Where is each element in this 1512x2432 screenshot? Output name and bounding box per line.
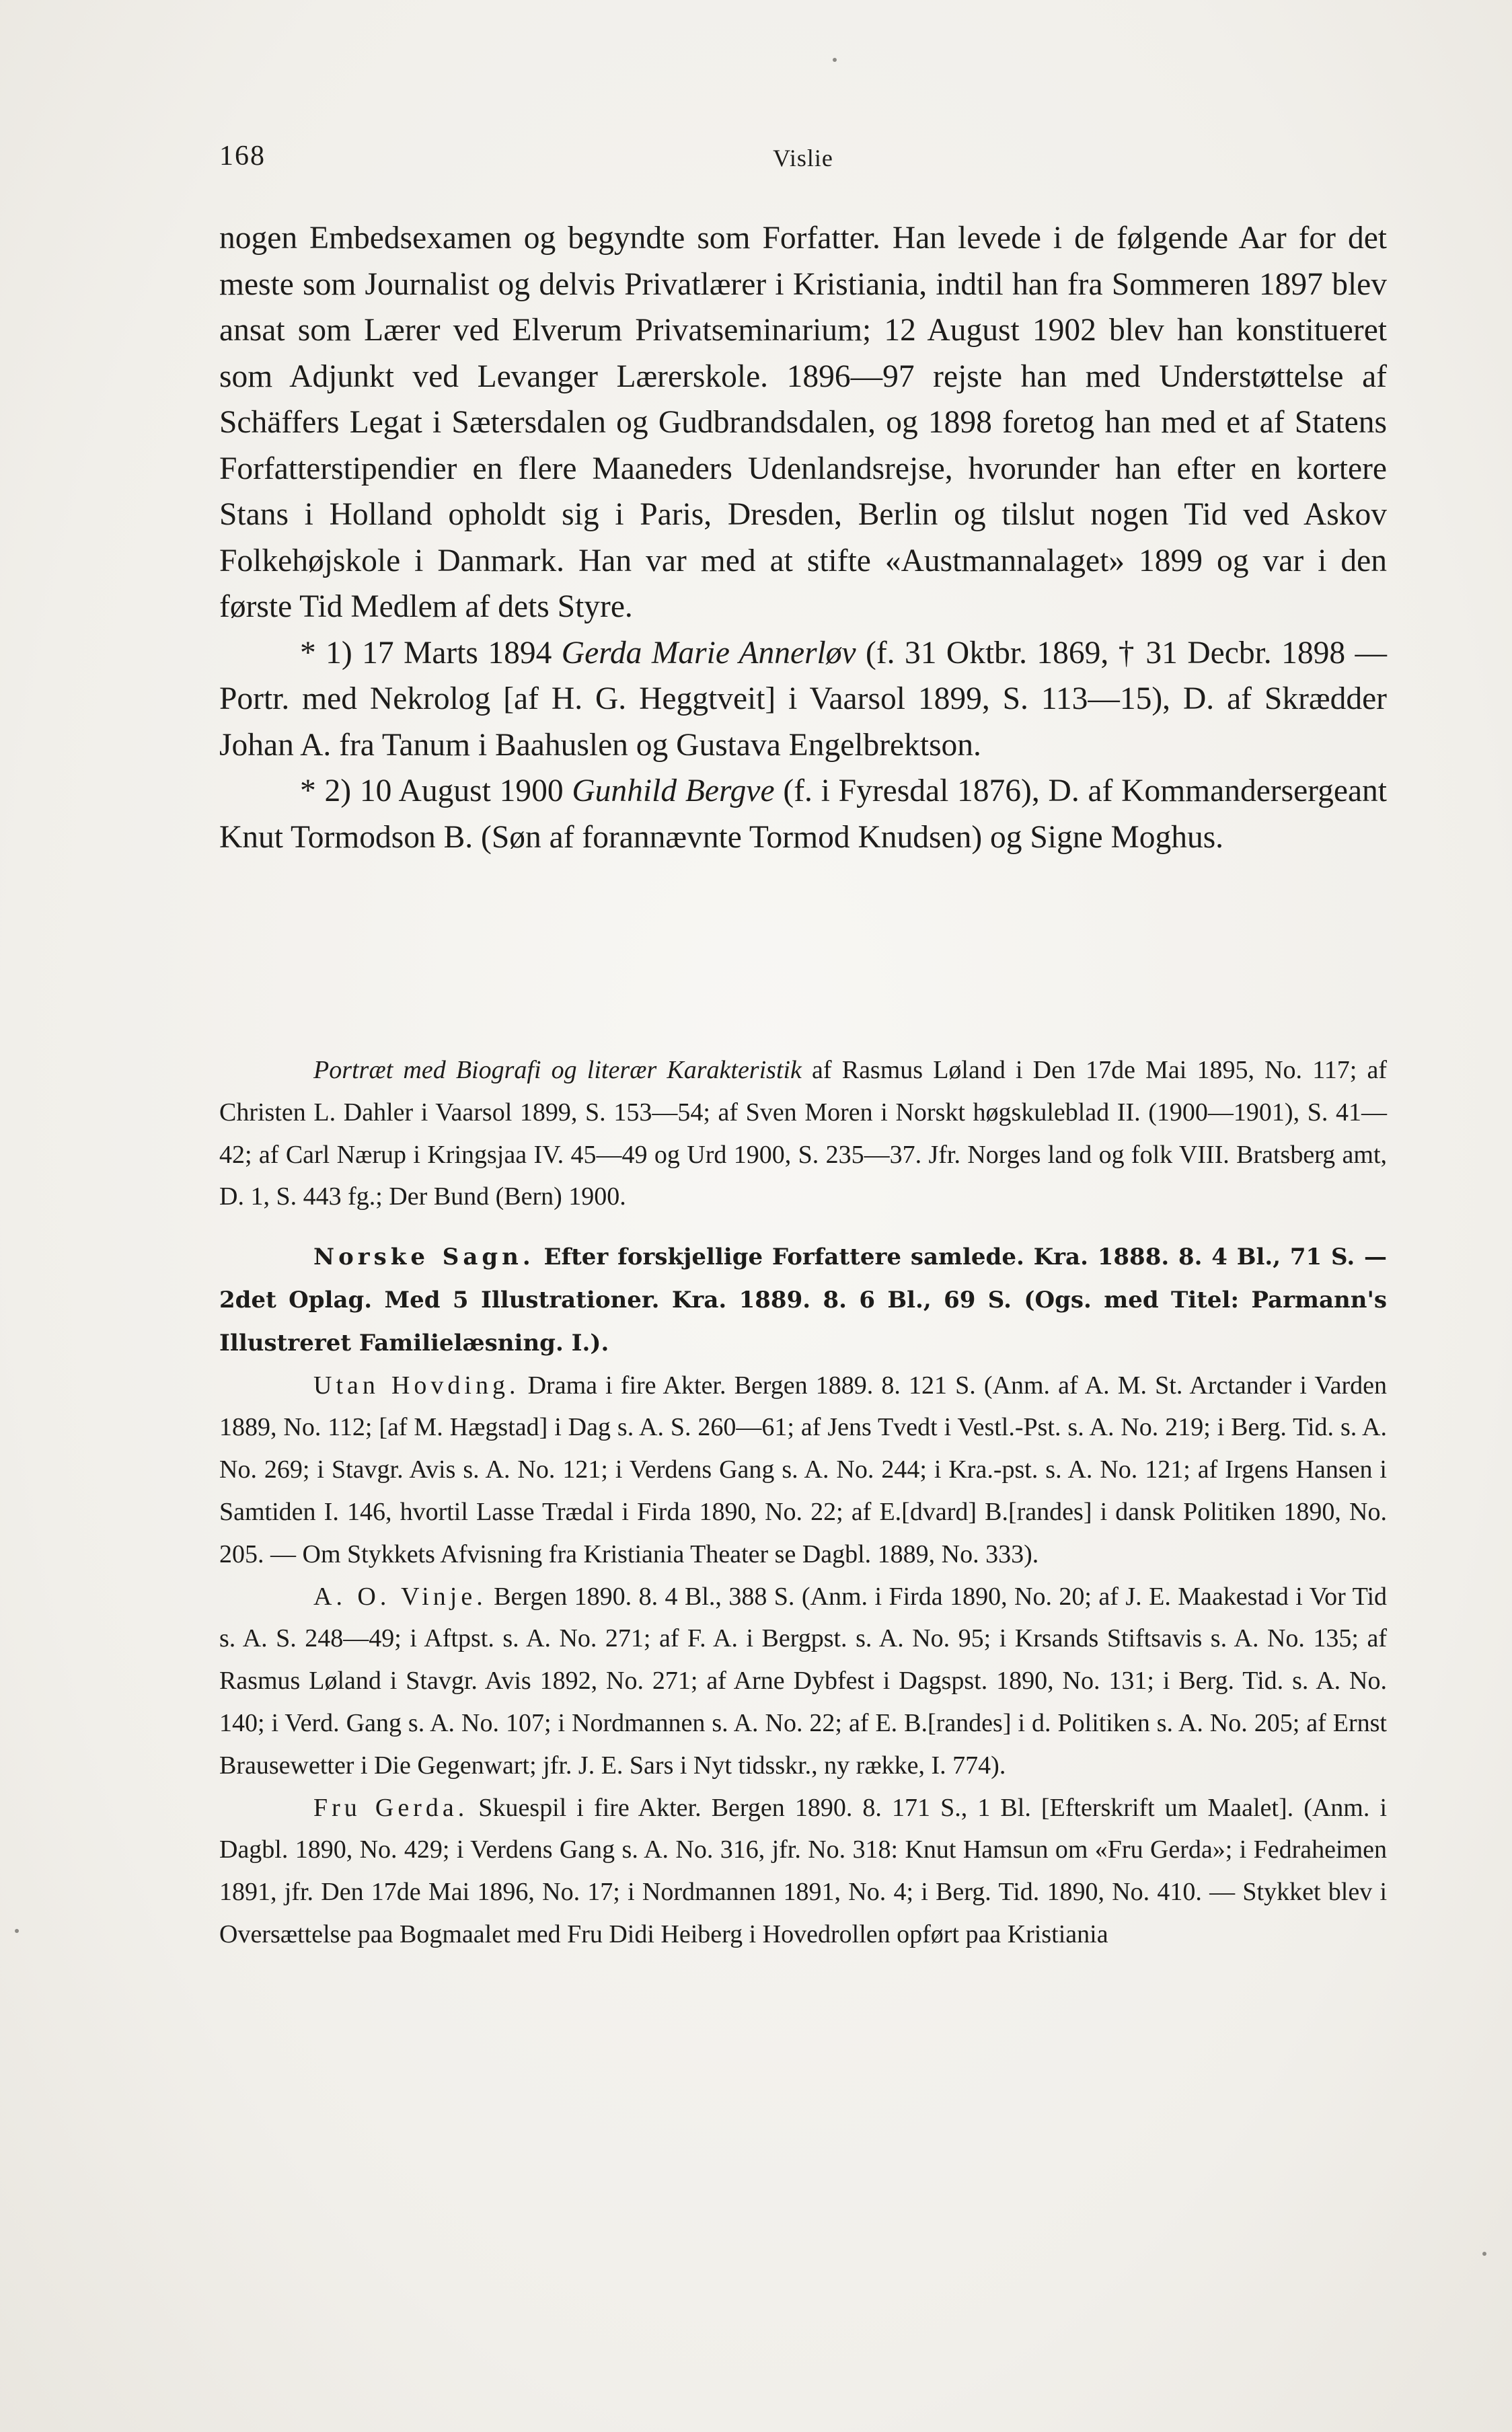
work-norske-sagn	[219, 1236, 1387, 1364]
work-norske-sagn-title: Norske Sagn.	[313, 1244, 535, 1271]
work-fru-gerda	[219, 1787, 1387, 1956]
main-text	[219, 215, 1387, 860]
paper-speck	[15, 1929, 19, 1933]
marriage-2-details: (f. i Fyresdal 1876), D. af Kommandersergeant Knut Tormodson B. (Søn af forannævnte Tormod Knudsen) og Signe Moghus.	[219, 773, 1388, 855]
biography-paragraph: nogen Embedsexamen og begyndte som Forfatter. Han levede i de følgende Aar for det meste som Journalist og delvis Privatlærer i Kristiania, indtil han fra Sommeren 1897 blev ansat som Lærer ved Elverum Privatseminarium; 12 August 1902 blev han konstitueret som Adjunkt ved Levanger Lærerskole. 1896—97 rejste han med Understøttelse af Schäffers Legat i Sætersdalen og Gudbrandsdalen, og 1898 foretog han med et af Statens Forfatterstipendier en flere Maaneders Udenlandsrejse, hvorunder han efter en kortere Stans i Holland opholdt sig i Paris, Dresden, Berlin og tilslut nogen Tid ved Askov Folkehøjskole i Danmark. Han var med at stifte «Austmannalaget» 1899 og var i den første Tid Medlem af dets Styre.	[219, 221, 1387, 624]
work-vinje-title: A. O. Vinje.	[313, 1582, 487, 1611]
work-fru-gerda-text: Skuespil i fire Akter. Bergen 1890. 8. 171 S., 1 Bl. [Efterskrift um Maalet]. (Anm. i Dagbl. 1890, No. 429; i Verdens Gang s. A. No. 316, jfr. No. 318: Knut Hamsun om «Fru Gerda»; i Fedraheimen 1891, jfr. Den 17de Mai 1896, No. 17; i Nordmannen 1891, No. 4; i Berg. Tid. 1890, No. 410. — Stykket blev i Oversættelse paa Bogmaalet med Fru Didi Heiberg i Hovedrollen opført paa Kristiania	[219, 1793, 1387, 1948]
work-norske-sagn-text: Efter forskjellige Forfattere samlede. Kra. 1888. 8. 4 Bl., 71 S. — 2det Oplag. Med 5 Illustrationer. Kra. 1889. 8. 6 Bl., 69 S. (Ogs. med Titel: Parmann's Illustreret Familielæsning. I.).	[219, 1244, 1387, 1357]
work-vinje-text: Bergen 1890. 8. 4 Bl., 388 S. (Anm. i Firda 1890, No. 20; af J. E. Maakestad i Vor Tid s. A. S. 248—49; i Aftpst. s. A. No. 271; af F. A. i Bergpst. s. A. No. 95; i Krsands Stiftsavis s. A. No. 135; af Rasmus Løland i Stavgr. Avis 1892, No. 271; af Arne Dybfest i Dagspst. 1890, No. 131; i Berg. Tid. s. A. No. 140; i Verd. Gang s. A. No. 107; i Nordmannen s. A. No. 22; af E. B.[randes] i d. Politiken s. A. No. 205; af Ernst Brausewetter i Die Gegenwart; jfr. J. E. Sars i Nyt tidsskr., ny række, I. 774).	[219, 1582, 1387, 1780]
paper-speck	[833, 58, 837, 62]
work-vinje	[219, 1576, 1387, 1787]
work-fru-gerda-title: Fru Gerda.	[313, 1793, 469, 1822]
marriage-2-prefix: * 2) 10 August 1900	[300, 773, 572, 808]
marriage-1-details: (f. 31 Oktbr. 1869, † 31 Decbr. 1898 — Portr. med Nekrolog [af H. G. Heggtveit] i Vaarsol 1899, S. 113—15), D. af Skrædder Johan A. fra Tanum i Baahuslen og Gustava Engelbrektson.	[219, 635, 1388, 763]
portrait-note-lead: Portræt med Biografi og literær Karakteristik	[313, 1056, 802, 1084]
work-utan-hovding-title: Utan Hovding.	[313, 1371, 520, 1400]
work-utan-hovding-text: Drama i fire Akter. Bergen 1889. 8. 121 S. (Anm. af A. M. St. Arctander i Varden 1889, No. 112; [af M. Hægstad] i Dag s. A. S. 260—61; af Jens Tvedt i Vestl.-Pst. s. A. No. 219; i Berg. Tid. s. A. No. 269; i Stavgr. Avis s. A. No. 121; i Verdens Gang s. A. No. 244; i Kra.-pst. s. A. No. 121; af Irgens Hansen i Samtiden I. 146, hvortil Lasse Trædal i Firda 1890, No. 22; af E.[dvard] B.[randes] i dansk Politiken 1890, No. 205. — Om Stykkets Afvisning fra Kristiania Theater se Dagbl. 1889, No. 333).	[219, 1371, 1388, 1568]
work-utan-hovding	[219, 1365, 1387, 1576]
spouse-1-name: Gerda Marie Annerløv	[561, 635, 856, 671]
page-header	[219, 140, 1387, 180]
marriage-1-prefix: * 1) 17 Marts 1894	[300, 635, 562, 671]
bibliography-notes	[219, 1049, 1387, 1956]
marriage-2-paragraph	[219, 768, 1387, 860]
portrait-note	[219, 1049, 1387, 1218]
marriage-1-paragraph	[219, 630, 1387, 769]
running-head: Vislie	[773, 145, 833, 172]
portrait-note-text: af Rasmus Løland i Den 17de Mai 1895, No. 117; af Christen L. Dahler i Vaarsol 1899, S. 153—54; af Sven Moren i Norskt høgskuleblad II. (1900—1901), S. 41—42; af Carl Nærup i Kringsjaa IV. 45—49 og Urd 1900, S. 235—37. Jfr. Norges land og folk VIII. Bratsberg amt, D. 1, S. 443 fg.; Der Bund (Bern) 1900.	[219, 1056, 1387, 1211]
page-number: 168	[219, 141, 266, 172]
spouse-2-name: Gunhild Bergve	[572, 773, 775, 808]
paper-speck	[1482, 2252, 1486, 2256]
